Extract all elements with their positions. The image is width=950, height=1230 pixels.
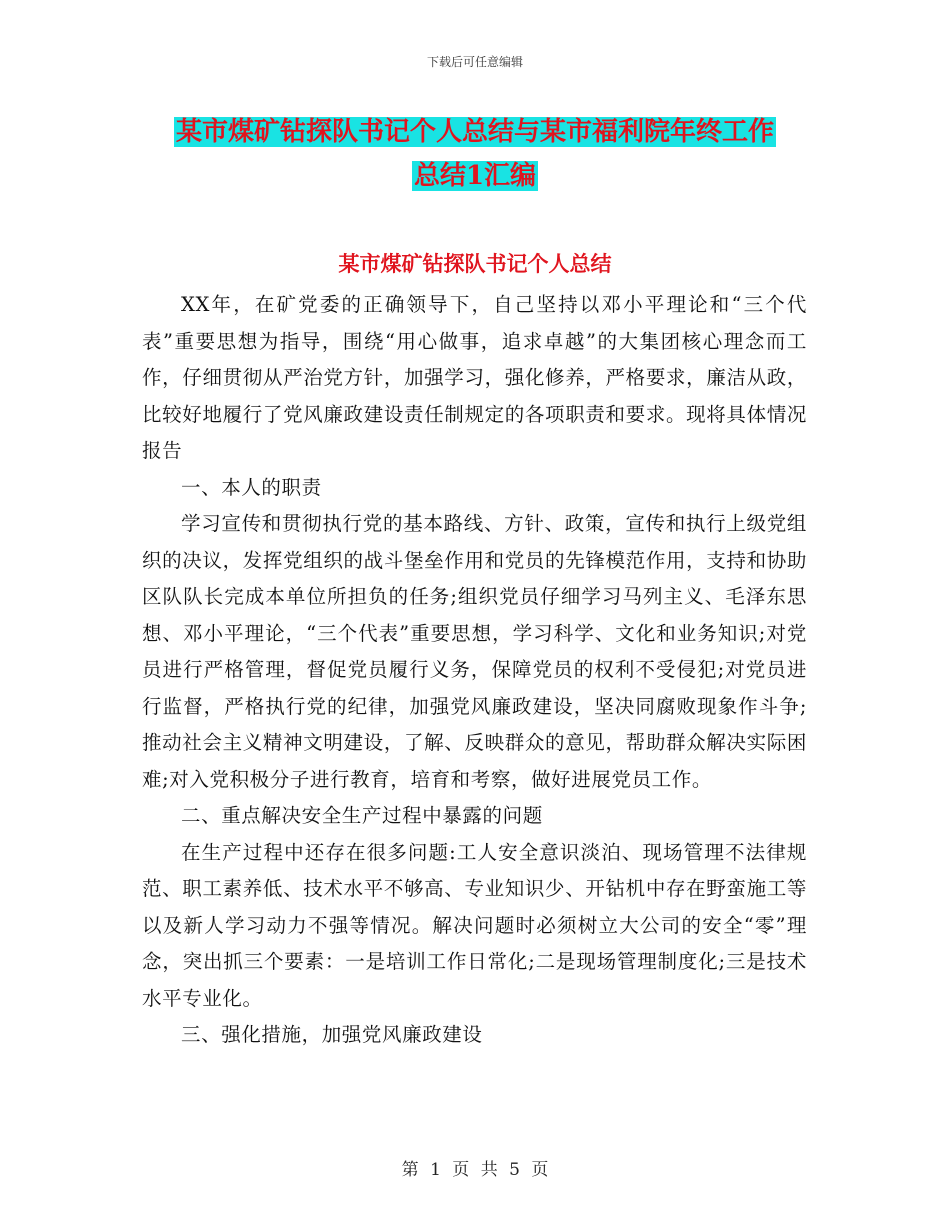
paragraph-duties: 学习宣传和贯彻执行党的基本路线、方针、政策，宣传和执行上级党组织的决议，发挥党组织的战斗堡垒作用和党员的先锋模范作用，支持和协助区队队长完成本单位所担负的任务;组织党员仔细学习马列主义、毛泽东思想、邓小平理论，“三个代表”重要思想，学习科学、文化和业务知识;对党员进行严格管理，督促党员履行义务，保障党员的权利不受侵犯;对党员进行监督，严格执行党的纪律，加强党风廉政建设，坚决同腐败现象作斗争;推动社会主义精神文明建设，了解、反映群众的意见，帮助群众解决实际困难;对入党积极分子进行教育，培育和考察，做好进展党员工作。 xyxy=(142,512,807,791)
paragraph-intro: XX年，在矿党委的正确领导下，自己坚持以邓小平理论和“三个代表”重要思想为指导，围绕“用心做事，追求卓越”的大集团核心理念而工作，仔细贯彻从严治党方针，加强学习，强化修养，严格要求，廉洁从政，比较好地履行了党风廉政建设责任制规定的各项职责和要求。现将具体情况报告 xyxy=(142,293,807,462)
document-title-line-2: 总结1汇编 xyxy=(413,161,537,191)
heading-safety-problems: 二、重点解决安全生产过程中暴露的问题 xyxy=(181,804,543,827)
heading-duties: 一、本人的职责 xyxy=(181,475,322,499)
document-body xyxy=(142,287,807,1054)
section-title: 某市煤矿钻探队书记个人总结 xyxy=(338,251,612,276)
heading-measures: 三、强化措施，加强党风廉政建设 xyxy=(181,1023,483,1046)
paragraph-safety-problems: 在生产过程中还存在很多问题:工人安全意识淡泊、现场管理不法律规范、职工素养低、技术水平不够高、专业知识少、开钻机中存在野蛮施工等以及新人学习动力不强等情况。解决问题时必须树立大公司的安全“零”理念，突出抓三个要素：一是培训工作日常化;二是现场管理制度化;三是技术水平专业化。 xyxy=(142,840,807,1010)
document-title xyxy=(0,110,950,198)
page-number-footer: 第 1 页 共 5 页 xyxy=(401,1160,549,1180)
document-title-line-1: 某市煤矿钻探队书记个人总结与某市福利院年终工作 xyxy=(175,117,774,147)
page-header-note: 下载后可任意编辑 xyxy=(426,55,523,69)
